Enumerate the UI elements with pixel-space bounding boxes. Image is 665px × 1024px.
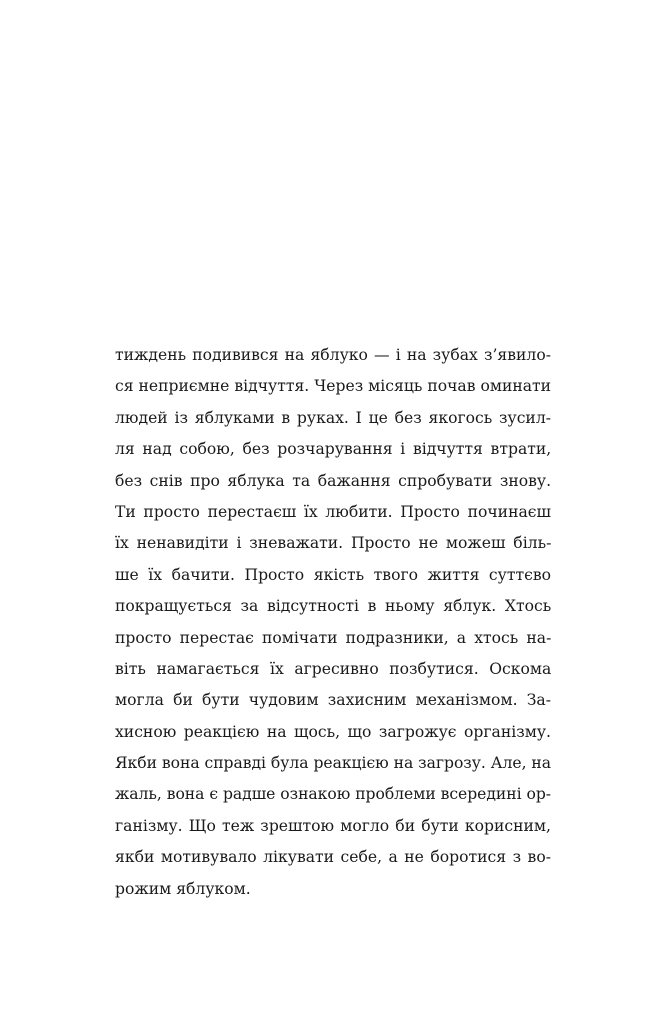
text-line: ля над собою, без розчарування і відчуття втрати, bbox=[115, 440, 552, 459]
text-line: ганізму. Що теж зрештою могло би бути корисним, bbox=[115, 816, 551, 835]
text-line: ше їх бачити. Просто якість твого життя суттєво bbox=[115, 565, 551, 584]
text-line: віть намагається їх агресивно позбутися. Оскома bbox=[115, 659, 552, 678]
text-line: Ти просто перестаєш їх любити. Просто починаєш bbox=[115, 502, 551, 521]
text-line: жаль, вона є радше ознакою проблеми всередині ор- bbox=[115, 785, 551, 804]
text-line: могла би бути чудовим захисним механізмом. За- bbox=[115, 691, 551, 710]
text-line: якби мотивувало лікувати себе, а не боротися з во- bbox=[115, 848, 551, 867]
text-line-last: рожим яблуком. bbox=[115, 879, 251, 898]
text-line: їх ненавидіти і зневажати. Просто не можеш біль- bbox=[115, 534, 552, 553]
text-line: ся неприємне відчуття. Через місяць почав оминати bbox=[115, 377, 552, 396]
text-line: покращується за відсутності в ньому яблук. Хтось bbox=[115, 597, 552, 616]
text-line: хисною реакцією на щось, що загрожує організму. bbox=[115, 722, 551, 741]
text-line: тиждень подивився на яблуко — і на зубах з’явило- bbox=[115, 346, 551, 364]
body-text bbox=[115, 340, 551, 905]
text-line: без снів про яблука та бажання спробувати знову. bbox=[115, 471, 552, 490]
text-line: Якби вона справді була реакцією на загрозу. Але, на bbox=[115, 754, 552, 773]
text-line: просто перестає помічати подразники, а хтось на- bbox=[115, 628, 552, 647]
text-line: людей із яблуками в руках. І це без якогось зусил- bbox=[115, 408, 551, 427]
